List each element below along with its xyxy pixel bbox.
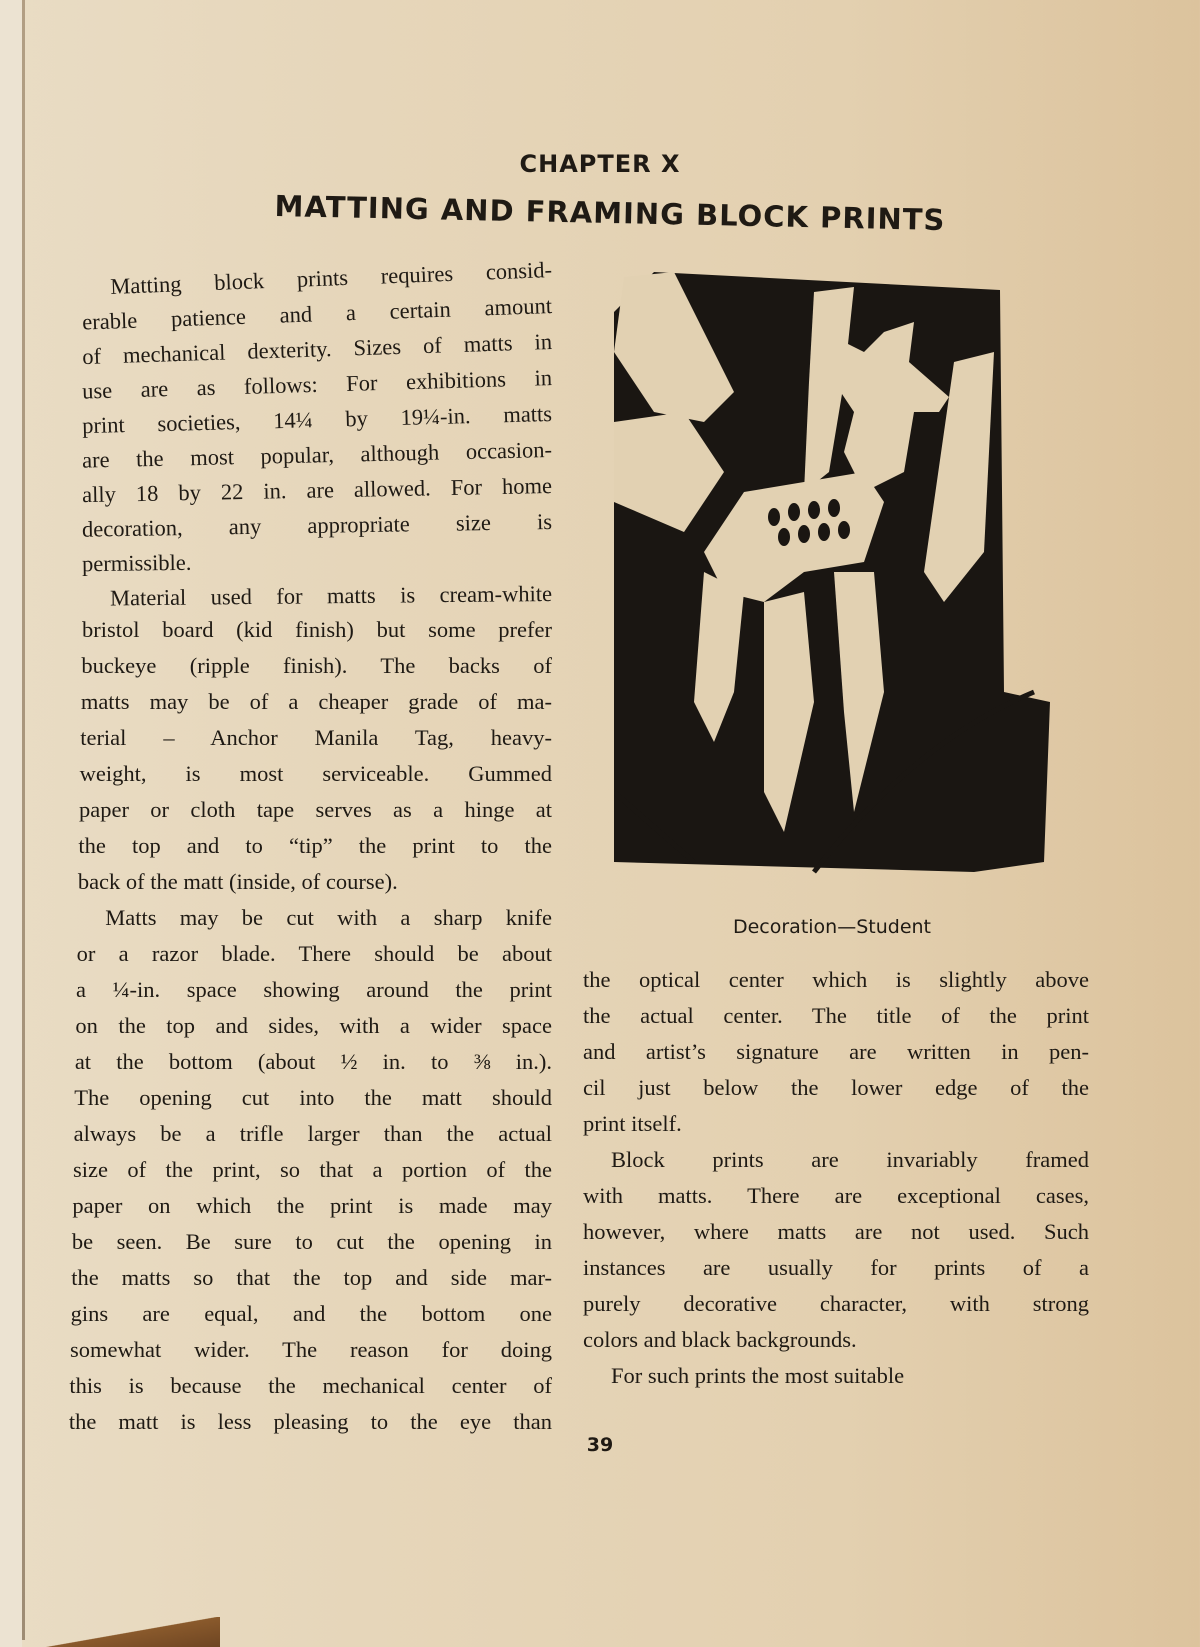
left-column-text — [68, 252, 553, 1440]
facing-page-edge — [0, 0, 22, 1647]
text-line: print societies, 14¼ by 19¼-in. matts — [81, 401, 553, 439]
text-line: with matts. There are exceptional cases, — [583, 1183, 1089, 1208]
text-line: or a razor blade. There should be about — [76, 941, 552, 966]
text-line: a ¼-in. space showing around the print — [76, 977, 552, 1002]
text-line: gins are equal, and the bottom one — [70, 1301, 552, 1326]
text-line: this is because the mechanical center of — [69, 1373, 552, 1398]
text-line: bristol board (kid finish) but some prefer — [82, 617, 552, 642]
text-line: be seen. Be sure to cut the opening in — [71, 1229, 552, 1254]
text-line: instances are usually for prints of a — [583, 1255, 1089, 1280]
text-line: of mechanical dexterity. Sizes of matts in — [81, 329, 553, 370]
text-line: at the bottom (about ½ in. to ⅜ in.). — [74, 1049, 552, 1074]
text-line: ally 18 by 22 in. are allowed. For home — [81, 473, 553, 508]
text-line: on the top and sides, with a wider space — [75, 1013, 552, 1038]
text-line: For such prints the most suitable — [611, 1363, 905, 1388]
text-line: Matts may be cut with a sharp knife — [105, 905, 552, 930]
text-line: somewhat wider. The reason for doing — [70, 1337, 552, 1362]
text-line: the top and to “tip” the print to the — [78, 833, 552, 858]
text-line: the actual center. The title of the print — [583, 1003, 1089, 1028]
text-line: print itself. — [583, 1111, 682, 1136]
text-line: erable patience and a certain amount — [81, 293, 553, 335]
text-line: buckeye (ripple finish). The backs of — [81, 653, 552, 678]
text-line: cil just below the lower edge of the — [583, 1075, 1089, 1100]
text-line: Material used for matts is cream-white — [109, 581, 553, 611]
text-line: paper or cloth tape serves as a hinge at — [79, 797, 552, 822]
text-line: the optical center which is slightly above — [583, 967, 1089, 992]
figure-caption: Decoration—Student — [732, 916, 932, 938]
text-line: paper on which the print is made may — [72, 1193, 552, 1218]
text-line: Block prints are invariably framed — [611, 1147, 1089, 1172]
text-line: the matts so that the top and side mar- — [71, 1265, 552, 1290]
text-line: size of the print, so that a portion of the — [73, 1157, 552, 1182]
text-line: however, where matts are not used. Such — [583, 1219, 1089, 1244]
text-line: matts may be of a cheaper grade of ma- — [80, 689, 552, 714]
text-line: and artist’s signature are written in pen- — [583, 1039, 1089, 1064]
text-line: always be a trifle larger than the actual — [73, 1121, 552, 1146]
text-line: decoration, any appropriate size is — [81, 509, 553, 542]
text-line: Matting block prints requires consid- — [109, 257, 553, 299]
page-fold-line — [22, 0, 25, 1640]
woodcut-illustration — [614, 272, 1050, 898]
text-line: purely decorative character, with strong — [583, 1291, 1089, 1316]
text-line: the matt is less pleasing to the eye than — [68, 1409, 552, 1434]
page-number: 39 — [586, 1434, 614, 1456]
text-line: The opening cut into the matt should — [74, 1085, 552, 1110]
text-line: colors and black backgrounds. — [583, 1327, 857, 1352]
text-line: use are as follows: For exhibitions in — [81, 365, 553, 404]
text-line: terial – Anchor Manila Tag, heavy- — [80, 725, 552, 750]
chapter-number: CHAPTER X — [519, 150, 681, 178]
text-line: weight, is most serviceable. Gummed — [79, 761, 552, 786]
chapter-title: MATTING AND FRAMING BLOCK PRINTS — [274, 188, 946, 238]
text-line: back of the matt (inside, of course). — [77, 869, 398, 894]
text-line: permissible. — [81, 549, 192, 577]
right-column-text — [583, 962, 1089, 1394]
text-line: are the most popular, although occasion- — [81, 437, 553, 473]
table-surface — [0, 1617, 220, 1647]
